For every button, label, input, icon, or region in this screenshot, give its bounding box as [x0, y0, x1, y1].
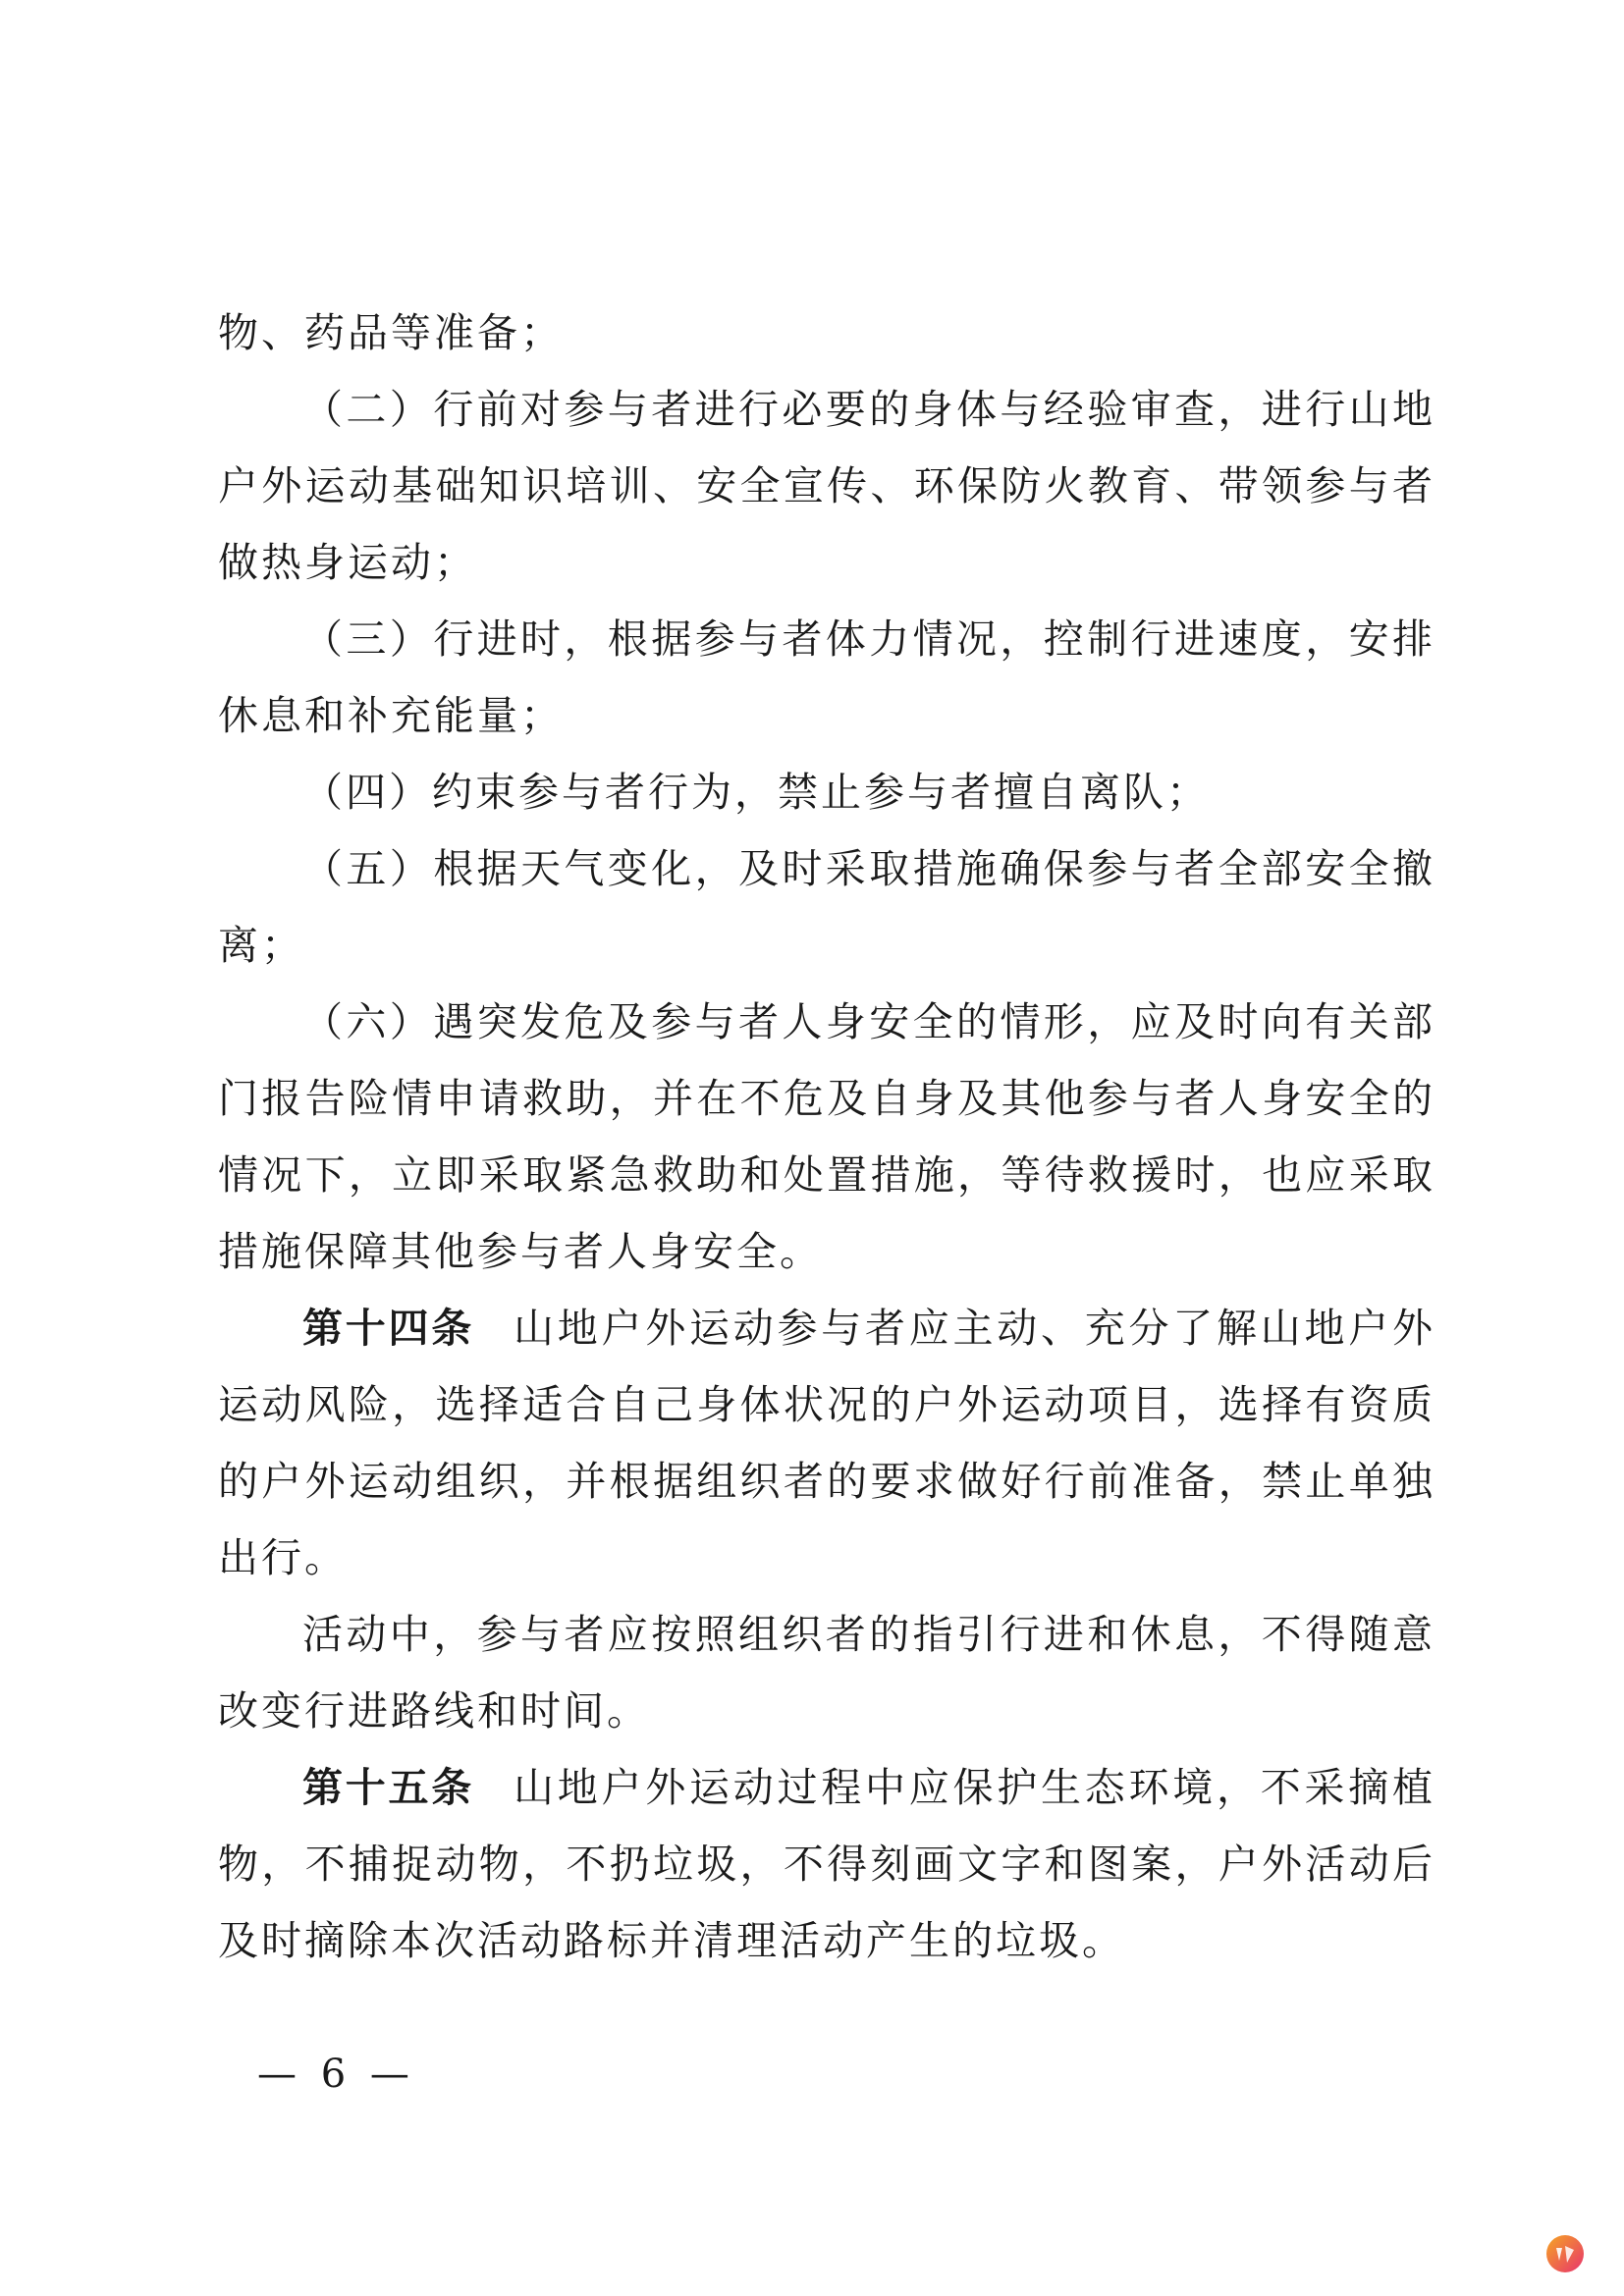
- article-15: [218, 1749, 1435, 1979]
- article-15-label: 第十五条: [302, 1764, 474, 1811]
- article-14: [218, 1290, 1435, 1596]
- page-number: — 6 —: [257, 2052, 415, 2097]
- paragraph-4: （四）约束参与者行为，禁止参与者擅自离队；: [302, 769, 1210, 816]
- paragraph-3: （三）行进时，根据参与者体力情况，控制行进速度，安排休息和补充能量；: [218, 615, 1435, 739]
- document-body: [218, 294, 1435, 1979]
- article-14-label: 第十四条: [302, 1305, 474, 1352]
- app-logo-icon: [1545, 2234, 1585, 2273]
- paragraph-5: （五）根据天气变化，及时采取措施确保参与者全部安全撤离；: [218, 845, 1435, 969]
- paragraph-2: （二）行前对参与者进行必要的身体与经验审查，进行山地户外运动基础知识培训、安全宣传、环保防火教育、带领参与者做热身运动；: [218, 386, 1435, 586]
- article-14-text: 山地户外运动参与者应主动、充分了解山地户外运动风险，选择适合自己身体状况的户外运动项目，选择有资质的户外运动组织，并根据组织者的要求做好行前准备，禁止单独出行。: [218, 1305, 1435, 1581]
- article-15-text: 山地户外运动过程中应保护生态环境，不采摘植物，不捕捉动物，不扔垃圾，不得刻画文字和图案，户外活动后及时摘除本次活动路标并清理活动产生的垃圾。: [218, 1764, 1435, 1964]
- paragraph-6: （六）遇突发危及参与者人身安全的情形，应及时向有关部门报告险情申请救助，并在不危及自身及其他参与者人身安全的情况下，立即采取紧急救助和处置措施，等待救援时，也应采取措施保障其他参与者人身安全。: [218, 998, 1435, 1275]
- paragraph-1: 物、药品等准备；: [218, 309, 564, 356]
- paragraph-8: 活动中，参与者应按照组织者的指引行进和休息，不得随意改变行进路线和时间。: [218, 1611, 1435, 1735]
